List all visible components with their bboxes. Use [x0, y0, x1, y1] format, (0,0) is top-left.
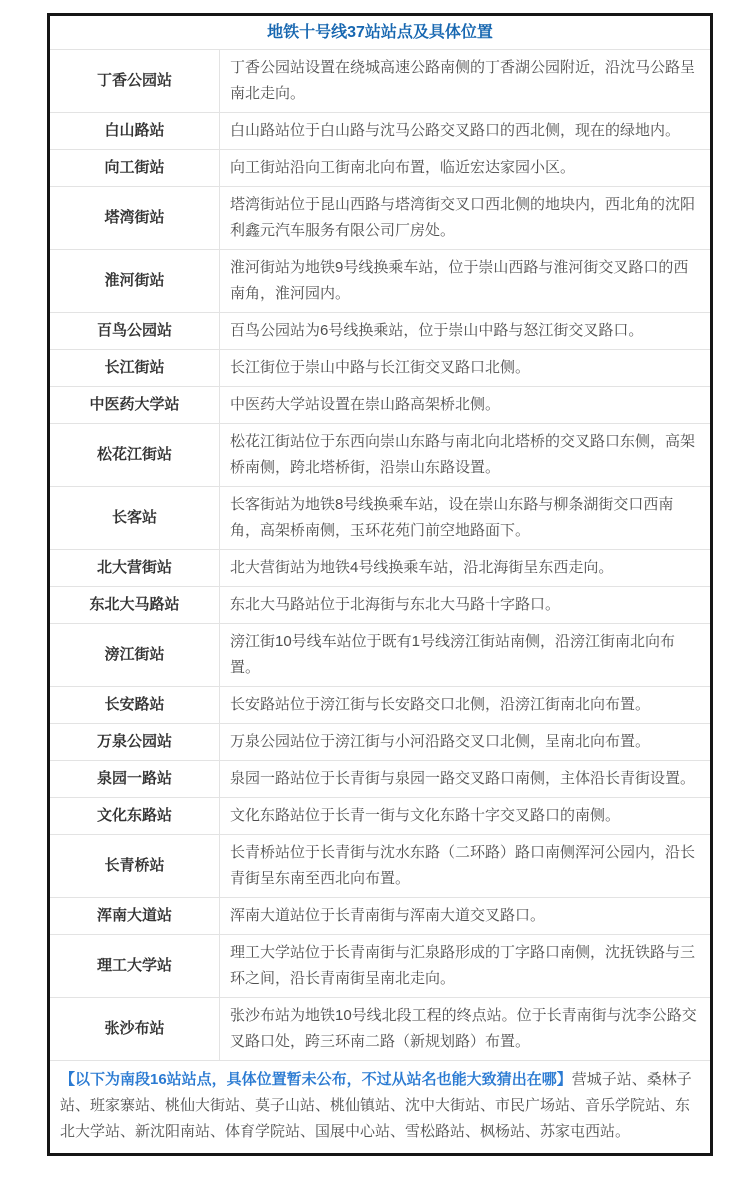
- station-description-cell: 长客街站为地铁8号线换乘车站，设在崇山东路与柳条湖街交口西南角，高架桥南侧，玉环花苑门前空地路面下。: [230, 496, 674, 539]
- station-name-cell: 长客站: [50, 487, 220, 549]
- station-row: [50, 761, 710, 798]
- station-description-cell: 东北大马路站位于北海街与东北大马路十字路口。: [230, 596, 561, 613]
- station-description-cell: 松花江街站位于东西向崇山东路与南北向北塔桥的交叉路口东侧，高架桥南侧，跨北塔桥街，沿崇山东路设置。: [230, 433, 696, 476]
- metro-line10-station-table: [47, 13, 713, 1156]
- station-description-cell: 向工街站沿向工街南北向布置，临近宏达家园小区。: [230, 159, 576, 176]
- station-description-cell: 中医药大学站设置在崇山路高架桥北侧。: [230, 396, 501, 413]
- station-row: [50, 187, 710, 250]
- station-description-cell: 丁香公园站设置在绕城高速公路南侧的丁香湖公园附近，沿沈马公路呈南北走向。: [230, 59, 696, 102]
- station-description-cell: 万泉公园站位于滂江街与小河沿路交叉口北侧，呈南北向布置。: [230, 733, 651, 750]
- station-name-cell: 文化东路站: [50, 798, 220, 834]
- station-name-cell: 东北大马路站: [50, 587, 220, 623]
- station-name-cell: 丁香公园站: [50, 50, 220, 112]
- station-description-cell: 淮河街站为地铁9号线换乘车站，位于崇山西路与淮河街交叉路口的西南角，淮河园内。: [230, 259, 689, 302]
- station-row: [50, 487, 710, 550]
- station-description-cell: 长安路站位于滂江街与长安路交口北侧，沿滂江街南北向布置。: [230, 696, 651, 713]
- south-section-note-highlight: 【以下为南段16站站点，具体位置暂未公布，不过从站名也能大致猜出在哪】: [60, 1071, 572, 1088]
- station-row: [50, 687, 710, 724]
- station-name-cell: 中医药大学站: [50, 387, 220, 423]
- station-description-cell: 文化东路站位于长青一街与文化东路十字交叉路口的南侧。: [230, 807, 621, 824]
- station-description-cell: 长江街位于崇山中路与长江街交叉路口北侧。: [230, 359, 531, 376]
- station-row: [50, 313, 710, 350]
- station-description-cell: 百鸟公园站为6号线换乘站，位于崇山中路与怒江街交叉路口。: [230, 322, 644, 339]
- station-row: [50, 350, 710, 387]
- station-description-cell: 理工大学站位于长青南街与汇泉路形成的丁字路口南侧，沈抚铁路与三环之间，沿长青南街呈南北走向。: [230, 944, 696, 987]
- station-row: [50, 898, 710, 935]
- station-row: [50, 50, 710, 113]
- station-row: [50, 798, 710, 835]
- station-name-cell: 万泉公园站: [50, 724, 220, 760]
- station-name-cell: 塔湾街站: [50, 187, 220, 249]
- station-description-cell: 泉园一路站位于长青街与泉园一路交叉路口南侧，主体沿长青街设置。: [230, 770, 696, 787]
- station-row: [50, 724, 710, 761]
- station-name-cell: 长江街站: [50, 350, 220, 386]
- station-row: [50, 250, 710, 313]
- station-rows-container: [50, 50, 710, 1061]
- station-description-cell: 浑南大道站位于长青南街与浑南大道交叉路口。: [230, 907, 546, 924]
- station-name-cell: 百鸟公园站: [50, 313, 220, 349]
- station-description-cell: 长青桥站位于长青街与沈水东路（二环路）路口南侧浑河公园内，沿长青街呈东南至西北向布置。: [230, 844, 696, 887]
- station-row: [50, 587, 710, 624]
- station-row: [50, 835, 710, 898]
- station-description-cell: 滂江街10号线车站位于既有1号线滂江街站南侧，沿滂江街南北向布置。: [230, 633, 676, 676]
- station-row: [50, 624, 710, 687]
- station-row: [50, 424, 710, 487]
- station-row: [50, 150, 710, 187]
- station-description-cell: 白山路站位于白山路与沈马公路交叉路口的西北侧，现在的绿地内。: [230, 122, 681, 139]
- station-name-cell: 浑南大道站: [50, 898, 220, 934]
- station-name-cell: 泉园一路站: [50, 761, 220, 797]
- station-name-cell: 松花江街站: [50, 424, 220, 486]
- station-name-cell: 向工街站: [50, 150, 220, 186]
- station-name-cell: 张沙布站: [50, 998, 220, 1060]
- station-name-cell: 理工大学站: [50, 935, 220, 997]
- station-name-cell: 白山路站: [50, 113, 220, 149]
- station-row: [50, 113, 710, 150]
- south-section-station-list: 营城子站、桑林子站、班家寨站、桃仙大街站、莫子山站、桃仙镇站、沈中大街站、市民广场站、音乐学院站、东北大学站、新沈阳南站、体育学院站、国展中心站、雪松路站、枫杨站、苏家屯西站。: [60, 1071, 692, 1140]
- station-description-cell: 塔湾街站位于昆山西路与塔湾街交叉口西北侧的地块内，西北角的沈阳利鑫元汽车服务有限公司厂房处。: [230, 196, 696, 239]
- station-name-cell: 淮河街站: [50, 250, 220, 312]
- station-row: [50, 998, 710, 1061]
- south-section-note: [50, 1061, 710, 1153]
- station-description-cell: 张沙布站为地铁10号线北段工程的终点站。位于长青南街与沈李公路交叉路口处，跨三环南二路（新规划路）布置。: [230, 1007, 697, 1050]
- station-name-cell: 滂江街站: [50, 624, 220, 686]
- station-name-cell: 长青桥站: [50, 835, 220, 897]
- station-description-cell: 北大营街站为地铁4号线换乘车站，沿北海街呈东西走向。: [230, 559, 614, 576]
- station-row: [50, 550, 710, 587]
- station-name-cell: 长安路站: [50, 687, 220, 723]
- table-title: 地铁十号线37站站点及具体位置: [50, 16, 710, 50]
- station-row: [50, 387, 710, 424]
- station-row: [50, 935, 710, 998]
- station-name-cell: 北大营街站: [50, 550, 220, 586]
